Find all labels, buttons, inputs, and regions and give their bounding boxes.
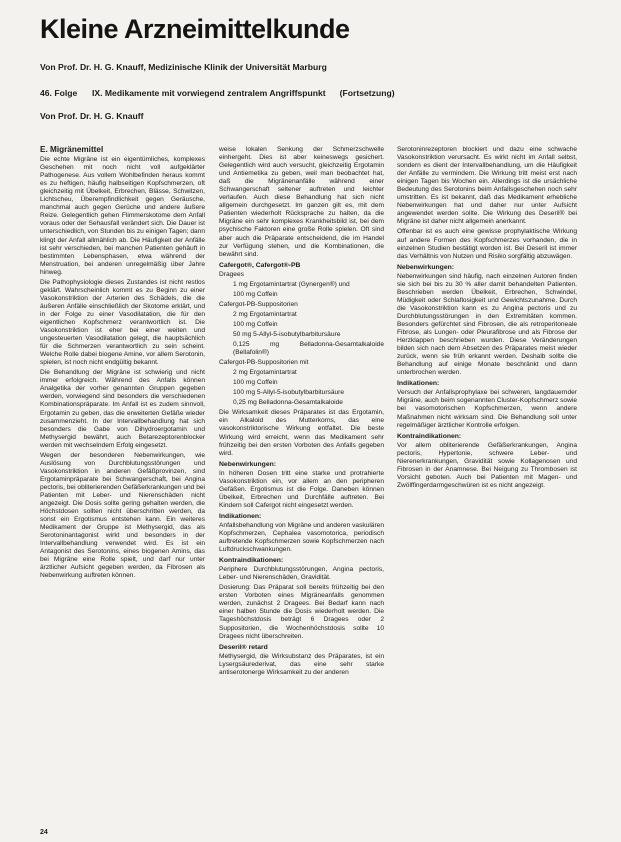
text-column-2 xyxy=(219,146,384,679)
subheading: Nebenwirkungen: xyxy=(397,263,455,271)
section-heading: E. Migränemittel xyxy=(40,145,104,154)
subheading: Indikationen: xyxy=(397,380,440,388)
composition-line: 100 mg Coffein xyxy=(233,379,278,387)
text-column-1 xyxy=(40,146,205,582)
continuation-note: (Fortsetzung) xyxy=(339,88,395,98)
paragraph: Die echte Migräne ist ein eigentümliches, komplexes Geschehen mit noch nicht voll aufgeklärter Pathogenese. Aus vollem Wohlbefinden heraus kommt es zu heftigen, häufig halbseitigen Kopfschmerzen, oft gleichzeitig mit Übelkeit, Erbrechen, Blässe, Schwitzen, Lichtscheu, Überempfindlichkeit gegen Geräusche, manchmal auch gegen Gerüche und andere äußere Reize. Gelegentlich gehen Flimmerskotome dem Anfall voraus oder der Sehausfall verändert sich. Die Dauer ist unterschiedlich, von Stunden bis zu einigen Tagen; dann klingt der Anfall allmählich ab. Die Häufigkeit der Anfälle ist sehr verschieden, bei manchen Patienten gehäuft in bestimmten Lebensphasen, etwa während der Menstruation, bei anderen unregelmäßig über Jahre hinweg. xyxy=(40,156,205,276)
subheading: Kontraindikationen: xyxy=(397,432,462,440)
composition-line: 2 mg Ergotamintartrat xyxy=(233,310,297,318)
paragraph: Die Behandlung der Migräne ist schwierig und nicht immer erfolgreich. Während des Anfalls können Analgetika der vorher genannten Gruppen gegeben werden, vorwiegend sind besonders die verschiedenen Kombinationspräparate. Im Anfall ist es zudem sinnvoll, Ergotamin zu geben, das die erweiterten Gefäße wieder zusammenzieht. In der Intervallbehandlung hat sich besonders die Gabe von Dihydroergotamin und Methysergid bewährt, auch Betarezeptorenblocker werden mit wechselndem Erfolg eingesetzt. xyxy=(40,369,205,449)
subheading: Nebenwirkungen: xyxy=(219,460,277,468)
composition-line: 100 mg 5-Allyl-5-isobutylbarbitursäure xyxy=(233,389,345,397)
composition-line: 50 mg 5-Allyl-5-isobutylbarbitursäure xyxy=(233,330,341,338)
subheading: Deseril® retard xyxy=(219,643,268,651)
paragraph: Periphere Durchblutungsstörungen, Angina pectoris, Leber- und Nierenschäden, Gravidität. xyxy=(219,566,384,582)
episode-number: 46. Folge xyxy=(40,88,78,98)
page-number: 24 xyxy=(40,829,48,836)
paragraph: Cafergot-PB-Suppositorien mit xyxy=(219,359,309,367)
paragraph: Serotoninrezeptoren blockiert und dazu eine schwache Vasokonstriktion verursacht. Es wirkt nicht im Anfall selbst, sondern es dient der Intervallbehandlung, um die Häufigkeit der Anfälle zu vermindern. Die Wirkung tritt meist erst nach einigen Tagen bis Wochen ein. Allerdings ist die ursächliche Bedeutung des Serotonins beim Anfallsgeschehen noch sehr umstritten. Es ist bekannt, daß das Medikament erhebliche Nebenwirkungen hat und daher nur unter Aufsicht angewendet werden sollte. Die Wirkung des Deseril® bei Migräne ist daher nicht allgemein anerkannt. xyxy=(397,146,577,226)
paragraph: Dosierung: Das Präparat soll bereits frühzeitig bei den ersten Vorboten eines Migräneanfalls genommen werden, zunächst 2 Dragees. Bei Bedarf kann nach einer halben Stunde die Dosis wiederholt werden. Die Tageshöchstdosis beträgt 6 Dragees oder 2 Suppositorien, die Wochenhöchstdosis sollte 10 Dragees nicht überschreiten. xyxy=(219,584,384,640)
paragraph: Wegen der besonderen Nebenwirkungen, wie Auslösung von Durchblutungsstörungen und Vasokonstriktion in anderen Gefäßprovinzen, sind Ergotaminpräparate bei Schwangerschaft, bei Angina pectoris, bei obliterierenden Gefäßerkrankungen und bei Patienten mit Leber- und Nierenschäden nicht angezeigt. Die Dosis sollte gering gehalten werden, die Höchstdosen sollten nicht überschritten werden, da sonst ein Ergotismus entstehen kann. Ein weiteres Medikament der Gruppe ist Methysergid, das als Serotoninantagonist wirkt und besonders in der Intervallbehandlung verwendet wird. Es ist ein Antagonist des Serotonins, eines biogenen Amins, das bei Migräne eine Rolle spielt, und darf nur unter ärztlicher Aufsicht gegeben werden, da Fibrosen als Nebenwirkung auftreten können. xyxy=(40,451,205,580)
byline: Von Prof. Dr. H. G. Knauff, Medizinische Klinik der Universität Marburg xyxy=(40,62,327,72)
paragraph: Anfallsbehandlung von Migräne und anderen vaskulären Kopfschmerzen, Cephalea vasomotorica, periodisch auftretende Kopfschmerzen sowie Kopfschmerzen nach Luftdruckschwankungen. xyxy=(219,521,384,554)
author-line: Von Prof. Dr. H. G. Knauff xyxy=(40,111,144,121)
section-title: IX. Medikamente mit vorwiegend zentralem Angriffspunkt xyxy=(92,88,326,98)
composition-line: 0,125 mg Belladonna-Gesamtalkaloide (Bellafolin®) xyxy=(233,341,384,357)
paragraph: Offenbar ist es auch eine gewisse prophylaktische Wirkung auf andere Formen des Kopfschmerzes vorhanden, die in einzelnen Studien bestätigt worden ist. Bei Deseril ist immer das Verhältnis von Nutzen und Risiko sorgfältig abzuwägen. xyxy=(397,228,577,260)
paragraph: Cafergot-PB-Suppositorien xyxy=(219,300,298,308)
paragraph: Die Pathophysiologie dieses Zustandes ist nicht restlos geklärt. Wahrscheinlich kommt es zu Beginn zu einer Vasokonstriktion der Arterien des Schädels, die die äußeren Anfälle einschließlich der Skotome erklärt, und in der Folge zu einer Vasodilatation, die für den eigentlichen Kopfschmerz verantwortlich ist. Die Vasokonstriktion ist eher bei einer weiten und ungesteuerten Vasodilatation gelegt, die hauptsächlich für die Schmerzen verantwortlich zu sein scheint. Welche Rolle dabei biogene Amine, vor allem Serotonin, spielen, ist noch nicht endgültig bekannt. xyxy=(40,278,205,367)
paragraph: Dragees xyxy=(219,270,244,278)
paragraph: Nebenwirkungen sind häufig, nach einzelnen Autoren finden sie sich bei bis zu 30 % aller damit behandelten Patienten. Beschrieben werden Übelkeit, Erbrechen, Schwindel, Müdigkeit oder Schlaflosigkeit und Gewichtszunahme. Durch die Vasokonstriktion kann es zu Angina pectoris und zu Durchblutungsstörungen in den Extremitäten kommen. Besonders gefürchtet sind Fibrosen, die als retroperitoneale Fibrose, als Lungen- oder Pleurafibrose und als Fibrose der Herzklappen beschrieben wurden. Diese Veränderungen bilden sich nach dem Absetzen des Präparates meist wieder zurück, wenn sie früh erkannt werden. Deshalb sollte die Behandlung auf einige Monate beschränkt und dann unterbrochen werden. xyxy=(397,272,577,377)
series-line xyxy=(40,88,395,98)
subheading: Kontraindikationen: xyxy=(219,557,284,565)
article-title: Kleine Arzneimittelkunde xyxy=(40,14,350,44)
paragraph: Methysergid, die Wirksubstanz des Präparates, ist ein Lysergsäurederivat, das eine sehr starke antiserotonerge Wirksamkeit zu der anderen xyxy=(219,652,384,676)
composition-line: 100 mg Coffein xyxy=(233,320,278,328)
composition-line: 100 mg Coffein xyxy=(233,290,278,298)
composition-line: 0,25 mg Belladonna-Gesamtalkaloide xyxy=(233,399,343,407)
subheading: Indikationen: xyxy=(219,512,262,520)
paragraph: Die Wirksamkeit dieses Präparates ist das Ergotamin, ein Alkaloid des Mutterkorns, das eine vasokonstriktorische Wirkung entfaltet. Die beste Wirkung wird erreicht, wenn das Medikament sehr frühzeitig bei den ersten Vorboten des Anfalls gegeben wird. xyxy=(219,409,384,457)
paragraph: Vor allem obliterierende Gefäßerkrankungen, Angina pectoris, Hypertonie, schwere Leber- und Nierenerkrankungen, Gravidität sowie Kollagenosen und Fibrosen in der Anamnese. Bei Neigung zu Thrombosen ist Vorsicht geboten. Auch bei Patienten mit Magen- und Zwölffingerdarmgeschwüren ist es nicht angezeigt. xyxy=(397,441,577,489)
paragraph: weise lokalen Senkung der Schmerzschwelle einhergeht. Dies ist aber keineswegs gesichert. Gelegentlich wird auch versucht, gleichzeitig Ergotamin und Antiemetika zu geben, weil man beobachtet hat, daß die Migränenanfälle während einer Schwangerschaft seltener auftreten und leichter verlaufen. Auch diese Behandlung hat sich nicht allgemein durchgesetzt. Im ganzen gilt es, mit dem Patienten wiederholt Rücksprache zu halten, da die Migräne ein sehr komplexes Krankheitsbild ist, bei dem psychische Faktoren eine große Rolle spielen. Oft sind aber auch die Präparate entscheidend, die im Handel zur Verfügung stehen, und die Kombinationen, die bewährt sind. xyxy=(219,146,384,258)
paragraph: Versuch der Anfallsprophylaxe bei schweren, langdauernder Migräne, auch beim sogenannten Cluster-Kopfschmerz sowie bei vasomotorischen Kopfschmerzen, wenn andere Maßnahmen nicht wirksam sind. Die Behandlung soll unter regelmäßiger ärztlicher Kontrolle erfolgen. xyxy=(397,389,577,429)
paragraph: In höheren Dosen tritt eine starke und protrahierte Vasokonstriktion ein, vor allem an den peripheren Gefäßen. Ergotismus ist die Folge. Daneben können Übelkeit, Erbrechen und Durchfälle auftreten. Bei Kindern soll Cafergot nicht eingesetzt werden. xyxy=(219,469,384,509)
subheading: Cafergot®, Cafergot®-PB xyxy=(219,261,301,269)
composition-line: 2 mg Ergotamintartrat xyxy=(233,369,297,377)
composition-line: 1 mg Ergotamintartrat (Gynergen®) und xyxy=(233,280,350,288)
text-column-3 xyxy=(397,146,577,492)
